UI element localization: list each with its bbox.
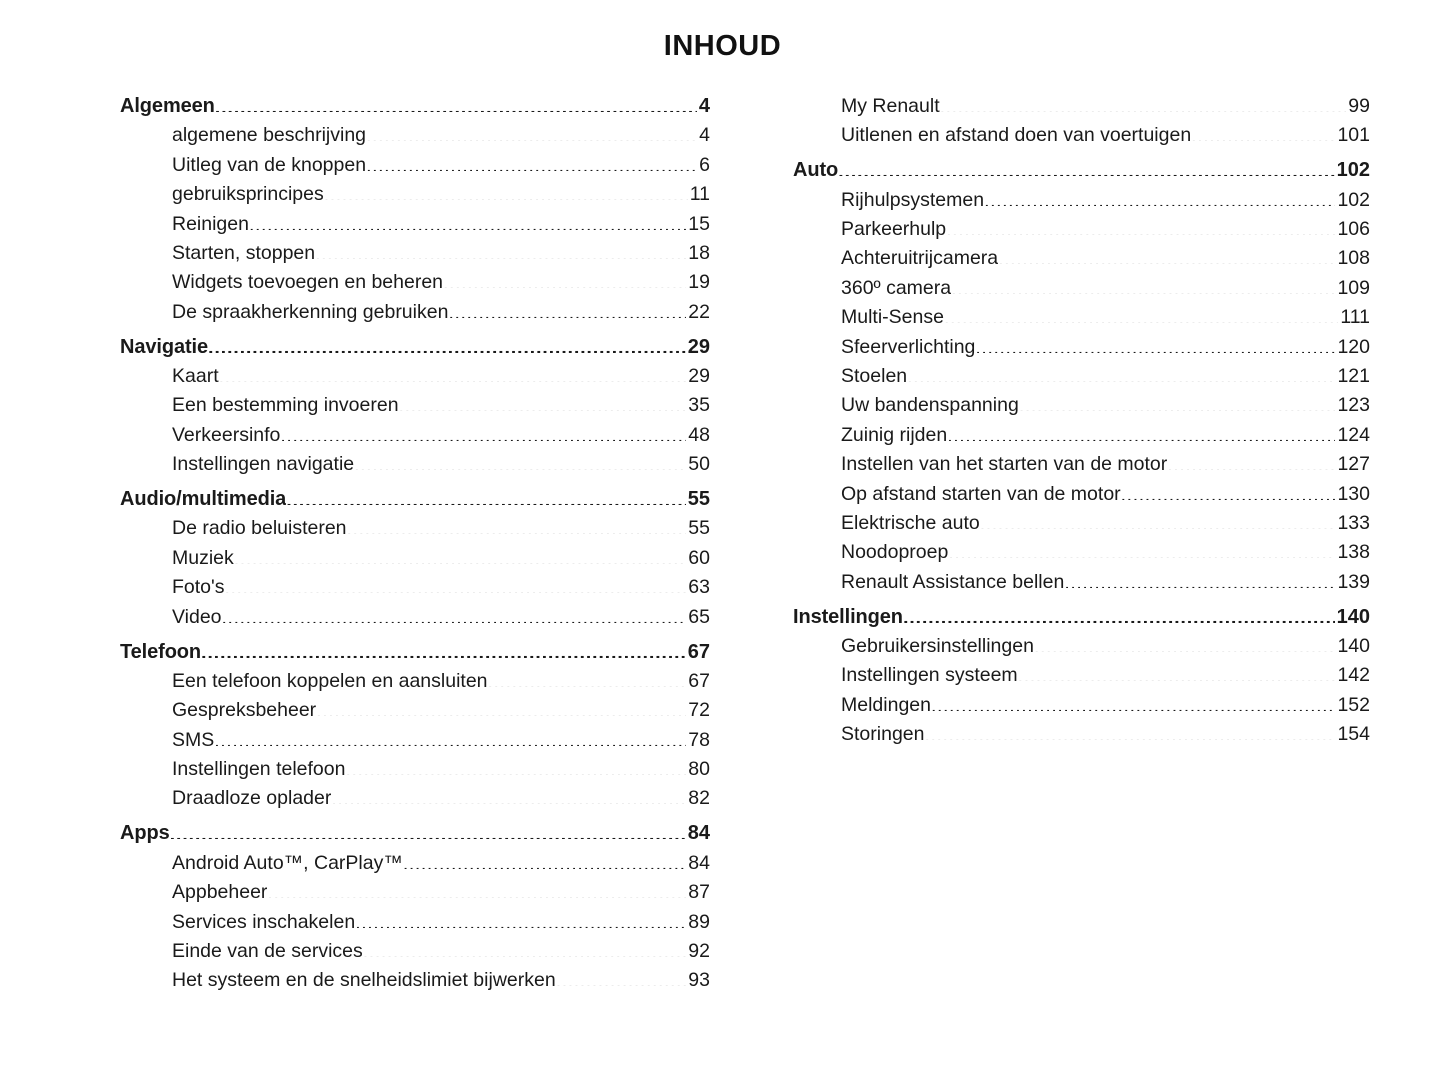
toc-entry-page-number: 106 [1337,218,1370,241]
dot-leader [448,302,686,318]
toc-section-entry[interactable] [120,819,710,848]
toc-sub-entry[interactable] [120,298,710,327]
toc-entry-page-number: 63 [688,576,710,599]
toc-entry-page-number: 4 [698,95,710,117]
toc-entry-label: Gespreksbeheer [172,699,317,722]
toc-entry-label: Auto [793,159,839,182]
dot-leader [225,577,687,593]
dot-leader [354,454,686,470]
toc-entry-page-number: 101 [1337,124,1370,147]
toc-entry-label: Algemeen [120,95,215,117]
toc-sub-entry[interactable] [793,720,1370,749]
toc-sub-entry[interactable] [120,667,710,696]
toc-entry-page-number: 84 [688,851,710,874]
toc-sub-entry[interactable] [793,450,1370,479]
dot-leader [355,912,686,928]
toc-entry-page-number: 124 [1337,423,1370,446]
toc-entry-label: Instellingen [793,605,903,628]
dot-leader [488,671,687,687]
toc-sub-entry[interactable] [793,186,1370,215]
toc-entry-page-number: 87 [688,881,710,904]
toc-entry-page-number: 50 [688,453,710,476]
toc-entry-label: Parkeerhulp [841,218,947,241]
toc-entry-label: Instellingen telefoon [172,758,346,781]
toc-entry-page-number: 102 [1337,188,1370,211]
toc-column-right [793,92,1370,996]
dot-leader [951,278,1335,294]
dot-leader [363,941,687,957]
toc-entry-label: De spraakherkenning gebruiken [172,300,449,323]
dot-leader [948,542,1335,558]
toc-entry-page-number: 22 [688,300,710,323]
toc-entry-page-number: 140 [1336,605,1370,628]
toc-entry-label: Foto's [172,576,225,599]
toc-sub-entry[interactable] [120,849,710,878]
toc-entry-label: Gebruikersinstellingen [841,635,1034,658]
toc-entry-page-number: 82 [688,787,710,810]
toc-entry-label: Instellingen navigatie [172,453,355,476]
toc-entry-page-number: 93 [688,969,710,992]
toc-entry-label: Instellingen systeem [841,664,1018,687]
toc-sub-entry[interactable] [120,121,710,150]
toc-sub-entry[interactable] [120,573,710,602]
dot-leader [944,307,1338,323]
toc-entry-page-number: 65 [688,605,710,628]
toc-sub-entry[interactable] [793,92,1370,121]
dot-leader [366,125,697,141]
toc-entry-page-number: 55 [688,517,710,540]
dot-leader [984,190,1335,206]
dot-leader [286,489,686,505]
toc-sub-entry[interactable] [793,274,1370,303]
toc-entry-page-number: 138 [1337,541,1370,564]
dot-leader [399,395,687,411]
dot-leader [1019,395,1336,411]
dot-leader [249,214,686,230]
toc-sub-entry[interactable] [120,210,710,239]
toc-sub-entry[interactable] [793,121,1370,150]
dot-leader [222,607,687,623]
toc-entry-label: Een bestemming invoeren [172,394,399,417]
toc-sub-entry[interactable] [793,391,1370,420]
toc-entry-page-number: 133 [1337,511,1370,534]
dot-leader [947,425,1335,441]
toc-sub-entry[interactable] [793,661,1370,690]
toc-entry-page-number: 99 [1348,95,1370,117]
dot-leader [234,548,687,564]
toc-entry-label: Stoelen [841,365,908,388]
toc-entry-page-number: 67 [687,640,710,663]
toc-sub-entry[interactable] [120,151,710,180]
toc-entry-label: algemene beschrijving [172,124,367,147]
toc-entry-page-number: 29 [687,335,710,358]
dot-leader [315,243,686,259]
toc-sub-entry[interactable] [793,244,1370,273]
dot-leader [940,96,1347,112]
toc-sub-entry[interactable] [120,726,710,755]
toc-entry-label: Verkeersinfo [172,423,281,446]
toc-sub-entry[interactable] [120,937,710,966]
toc-entry-page-number: 18 [688,241,710,264]
toc-sub-entry[interactable] [120,239,710,268]
toc-sub-entry[interactable] [793,303,1370,332]
toc-entry-label: Reinigen [172,212,249,235]
toc-entry-label: Muziek [172,546,234,569]
toc-entry-label: Widgets toevoegen en beheren [172,271,444,294]
dot-leader [214,730,686,746]
toc-sub-entry[interactable] [120,362,710,391]
toc-sub-entry[interactable] [793,568,1370,597]
toc-entry-page-number: 19 [688,271,710,294]
toc-entry-page-number: 123 [1337,394,1370,417]
toc-entry-label: Het systeem en de snelheidslimiet bijwerken [172,969,556,992]
toc-sub-entry[interactable] [120,966,710,995]
toc-sub-entry[interactable] [120,755,710,784]
dot-leader [403,853,686,869]
toc-entry-page-number: 102 [1336,159,1370,182]
toc-sub-entry[interactable] [793,421,1370,450]
dot-leader [1064,572,1335,588]
dot-leader [1018,665,1336,681]
toc-entry-label: Elektrische auto [841,511,980,534]
toc-entry-label: Uitleg van de knoppen [172,153,367,176]
dot-leader [366,155,697,171]
toc-entry-label: Kaart [172,365,219,388]
dot-leader [331,788,686,804]
toc-sub-entry[interactable] [120,878,710,907]
dot-leader [998,248,1335,264]
toc-entry-label: SMS [172,728,215,751]
toc-entry-page-number: 72 [688,699,710,722]
toc-entry-page-number: 111 [1340,306,1370,329]
toc-entry-label: Noodoproep [841,541,949,564]
dot-leader [975,337,1335,353]
toc-entry-label: Appbeheer [172,881,268,904]
toc-entry-page-number: 67 [688,669,710,692]
toc-column-left [120,92,710,996]
toc-sub-entry[interactable] [793,333,1370,362]
toc-entry-label: Draadloze oplader [172,787,332,810]
toc-entry-page-number: 15 [688,212,710,235]
dot-leader [201,642,686,658]
toc-entry-label: Rijhulpsystemen [841,188,985,211]
toc-entry-label: Uw bandenspanning [841,394,1019,417]
toc-section-entry[interactable] [793,156,1370,185]
dot-leader [347,518,687,534]
toc-entry-label: Sfeerverlichting [841,335,976,358]
toc-entry-page-number: 78 [688,728,710,751]
toc-entry-label: Uitlenen en afstand doen van voertuigen [841,124,1192,147]
toc-sub-entry[interactable] [120,180,710,209]
toc-entry-page-number: 154 [1337,723,1370,746]
toc-sub-entry[interactable] [120,784,710,813]
toc-section-entry[interactable] [120,92,710,121]
toc-sub-entry[interactable] [120,391,710,420]
toc-sub-entry[interactable] [120,421,710,450]
dot-leader [556,970,687,986]
toc-section-entry[interactable] [793,603,1370,632]
dot-leader [215,96,697,112]
dot-leader [1167,454,1335,470]
toc-entry-label: Einde van de services [172,939,363,962]
toc-entry-label: Apps [120,822,170,845]
toc-entry-label: 360º camera [841,276,952,299]
toc-entry-page-number: 4 [699,124,710,147]
toc-entry-page-number: 121 [1337,365,1370,388]
dot-leader [219,366,687,382]
toc-entry-page-number: 92 [688,939,710,962]
toc-sub-entry[interactable] [120,696,710,725]
toc-entry-page-number: 60 [688,546,710,569]
toc-sub-entry[interactable] [793,691,1370,720]
dot-leader [1191,125,1335,141]
dot-leader [208,337,686,353]
toc-section-entry[interactable] [120,638,710,667]
toc-sub-entry[interactable] [120,544,710,573]
toc-sub-entry[interactable] [793,538,1370,567]
dot-leader [838,160,1334,176]
toc-entry-page-number: 130 [1337,482,1370,505]
dot-leader [907,366,1335,382]
toc-entry-page-number: 29 [688,365,710,388]
dot-leader [443,272,686,288]
dot-leader [280,425,686,441]
dot-leader [345,759,686,775]
dot-leader [1034,636,1336,652]
dot-leader [316,700,686,716]
dot-leader [931,695,1335,711]
toc-entry-label: Starten, stoppen [172,241,316,264]
dot-leader [980,513,1336,529]
toc-entry-page-number: 89 [688,910,710,933]
toc-entry-page-number: 48 [688,423,710,446]
toc-sub-entry[interactable] [793,480,1370,509]
toc-sub-entry[interactable] [120,908,710,937]
toc-entry-label: De radio beluisteren [172,517,347,540]
toc-sub-entry[interactable] [793,509,1370,538]
toc-entry-page-number: 11 [689,183,710,206]
toc-entry-page-number: 109 [1337,276,1370,299]
toc-sub-entry[interactable] [120,450,710,479]
toc-entry-label: Renault Assistance bellen [841,570,1065,593]
toc-sub-entry[interactable] [793,362,1370,391]
page-title: INHOUD [663,30,782,62]
toc-entry-label: Op afstand starten van de motor [841,482,1121,505]
toc-entry-label: Zuinig rijden [841,423,948,446]
toc-entry-page-number: 127 [1337,453,1370,476]
toc-entry-label: Audio/multimedia [120,488,287,511]
toc-entry-label: Achteruitrijcamera [841,247,999,270]
toc-columns [0,92,1445,996]
toc-sub-entry[interactable] [120,268,710,297]
toc-entry-page-number: 142 [1337,664,1370,687]
toc-entry-page-number: 55 [687,488,710,511]
toc-sub-entry[interactable] [793,632,1370,661]
toc-entry-label: Telefoon [120,640,202,663]
toc-entry-page-number: 120 [1337,335,1370,358]
toc-entry-label: gebruiksprincipes [172,183,324,206]
toc-entry-label: Een telefoon koppelen en aansluiten [172,669,488,692]
toc-entry-page-number: 152 [1337,693,1370,716]
toc-entry-label: Multi-Sense [841,306,944,329]
toc-entry-label: Storingen [841,723,925,746]
dot-leader [267,882,686,898]
toc-entry-label: Services inschakelen [172,910,356,933]
toc-entry-page-number: 84 [687,822,710,845]
toc-entry-label: My Renault [841,95,940,117]
toc-entry-page-number: 140 [1337,635,1370,658]
dot-leader [924,724,1335,740]
dot-leader [946,219,1335,235]
dot-leader [1121,484,1336,500]
toc-section-entry[interactable] [120,485,710,514]
toc-sub-entry[interactable] [120,603,710,632]
toc-entry-label: Android Auto™, CarPlay™ [172,851,403,874]
toc-entry-label: Navigatie [120,335,209,358]
dot-leader [903,607,1335,623]
toc-entry-page-number: 139 [1337,570,1370,593]
toc-sub-entry[interactable] [120,514,710,543]
toc-entry-page-number: 35 [688,394,710,417]
dot-leader [170,823,686,839]
dot-leader [324,184,688,200]
toc-entry-label: Meldingen [841,693,931,716]
toc-section-entry[interactable] [120,333,710,362]
toc-entry-page-number: 108 [1337,247,1370,270]
toc-entry-page-number: 6 [699,153,710,176]
toc-entry-label: Video [172,605,222,628]
toc-entry-label: Instellen van het starten van de motor [841,453,1168,476]
toc-sub-entry[interactable] [793,215,1370,244]
toc-entry-page-number: 80 [688,758,710,781]
